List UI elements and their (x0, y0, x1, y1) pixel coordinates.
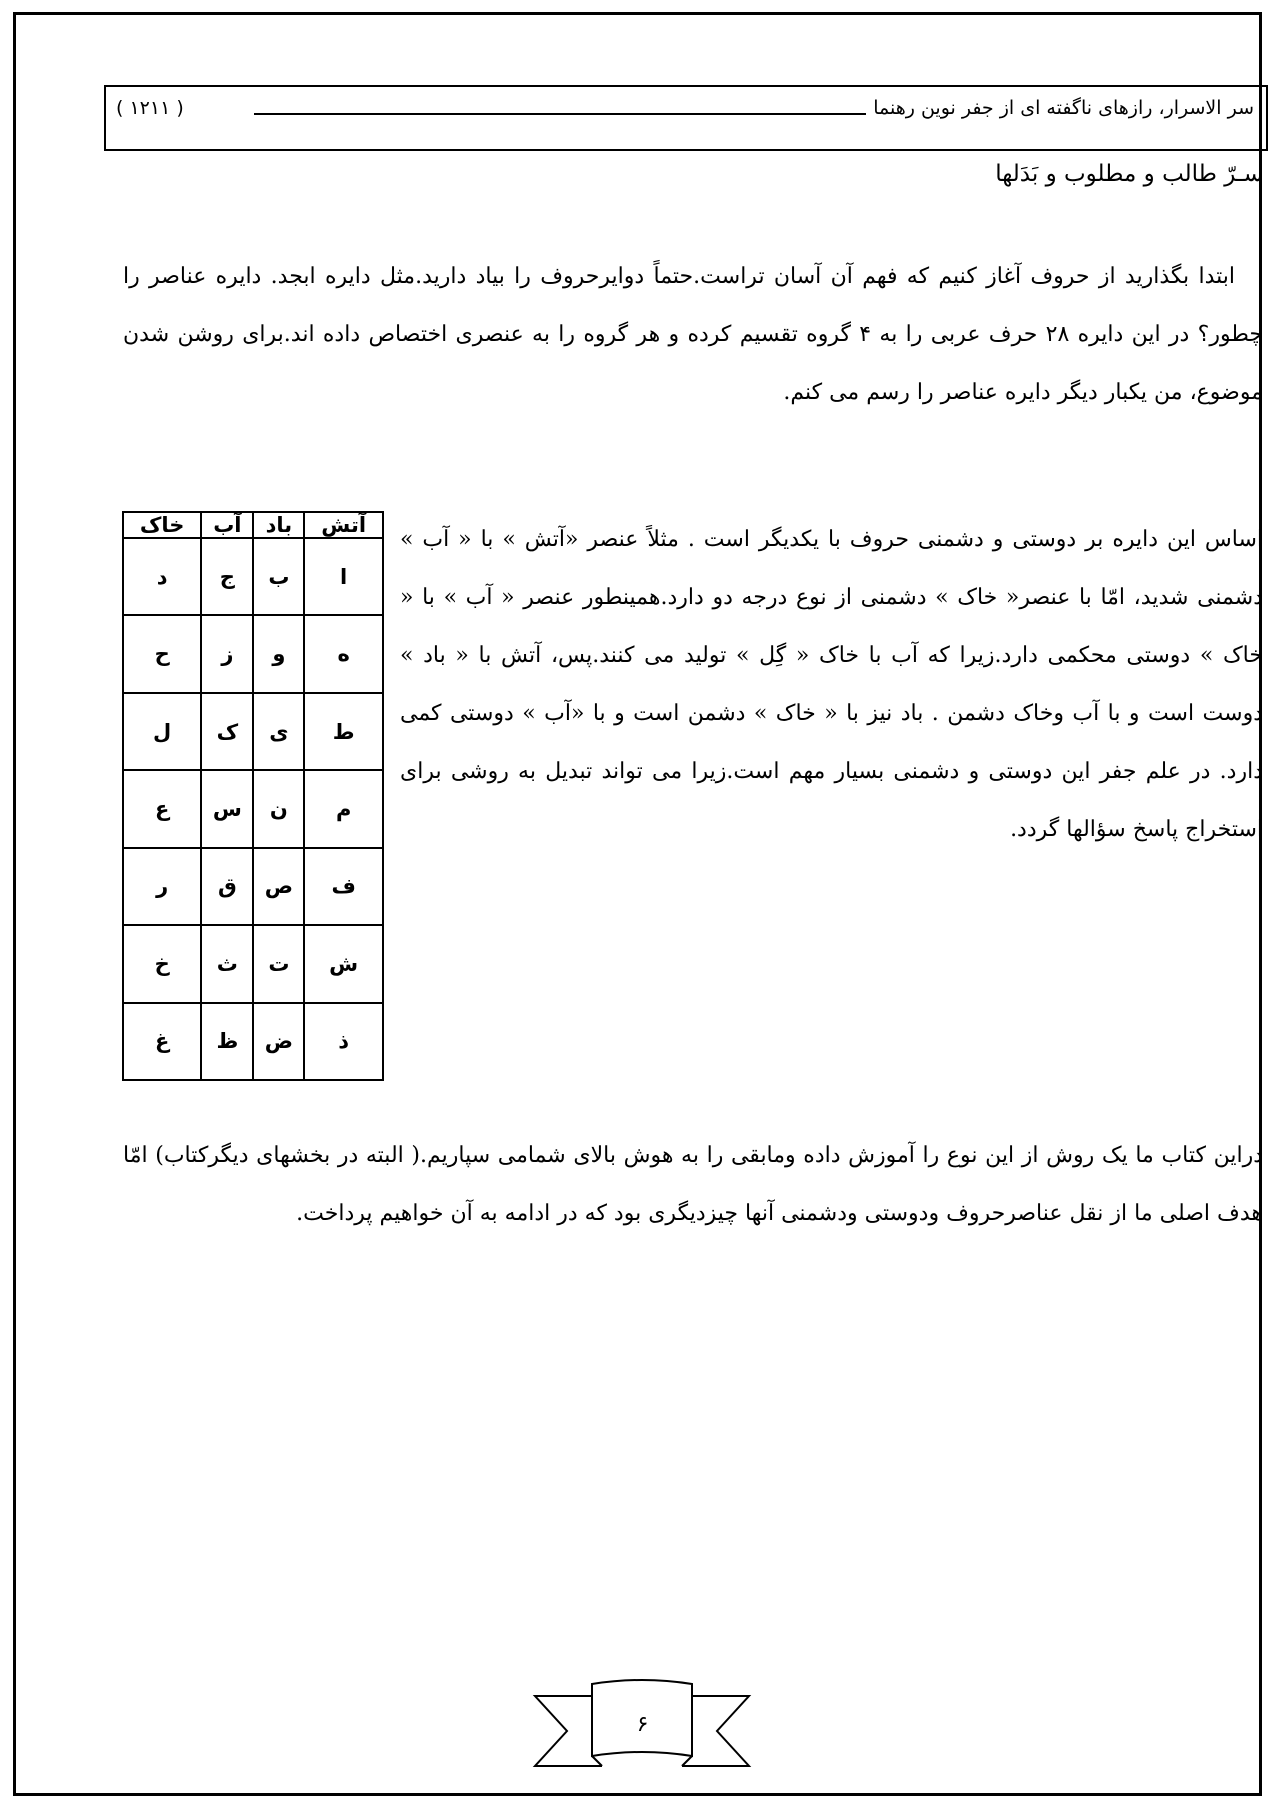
header-cell-air: باد (253, 512, 304, 538)
table-cell: ب (253, 538, 304, 615)
table-row (123, 848, 383, 925)
table-cell: ع (123, 770, 201, 847)
table-cell: و (253, 615, 304, 692)
table-cell: ت (253, 925, 304, 1002)
table-cell: ص (253, 848, 304, 925)
table-cell: ث (201, 925, 253, 1002)
book-title: سر الاسرار، رازهای ناگفته ای از جفر نوین رهنما (873, 97, 1254, 119)
table-cell: ک (201, 693, 253, 770)
table-cell: ق (201, 848, 253, 925)
header-cell-water: آب (201, 512, 253, 538)
table-cell: ح (123, 615, 201, 692)
header-rule (254, 113, 866, 115)
table-cell: ذ (304, 1003, 383, 1080)
section-title: سـرّ طالب و مطلوب و بَدَلها (995, 161, 1263, 187)
header-page-reference: ( ۱۲۱۱ ) (116, 97, 184, 119)
table-cell: د (123, 538, 201, 615)
table-cell: ل (123, 693, 201, 770)
table-row (123, 925, 383, 1002)
table-cell: ن (253, 770, 304, 847)
paragraph-intro: ابتدا بگذارید از حروف آغاز کنیم که فهم آن آسان تراست.حتماً دوایرحروف را بیاد دارید.مثل دایره ابجد. دایره عناصر را چطور؟ در این دایره ۲۸ حرف عربی را به ۴ گروه تقسیم کرده و هر گروه را به عنصری اختصاص داده اند.برای روشن شدن موضوع، من یکبار دیگر دایره عناصر را رسم می کنم. (123, 264, 1263, 405)
table-cell: ط (304, 693, 383, 770)
elements-table (122, 511, 384, 1081)
table-cell: ض (253, 1003, 304, 1080)
paragraph-friendship-enmity: اساس این دایره بر دوستی و دشمنی حروف با یکدیگر است . مثلاً عنصر «آتش » با « آب » دشمنی شدید، امّا با عنصر« خاک » دشمنی از نوع درجه دو دارد.همینطور عنصر « آب » با « خاک » دوستی محکمی دارد.زیرا که آب با خاک « گِل » تولید می کنند.پس، آتش با « باد » دوست است و با آب وخاک دشمن . باد نیز با « خاک » دشمن است و با «آب » دوستی کمی دارد. در علم جفر این دوستی و دشمنی بسیار مهم است.زیرا می تواند تبدیل به روشی برای استخراج پاسخ سؤالها گردد. (400, 527, 1263, 842)
table-cell: غ (123, 1003, 201, 1080)
paragraph-method: دراین کتاب ما یک روش از این نوع را آموزش داده ومابقی را به هوش بالای شمامی سپاریم.( البته در بخشهای دیگرکتاب) امّا هدف اصلی ما از نقل عناصرحروف ودوستی ودشمنی آنها چیزدیگری بود که در ادامه به آن خواهیم پرداخت. (123, 1143, 1263, 1226)
table-header-row (123, 512, 383, 538)
table-row (123, 538, 383, 615)
table-cell: ز (201, 615, 253, 692)
table-cell: ف (304, 848, 383, 925)
table-cell: ا (304, 538, 383, 615)
table-cell: ظ (201, 1003, 253, 1080)
table-cell: س (201, 770, 253, 847)
header-cell-earth: خاک (123, 512, 201, 538)
table-cell: م (304, 770, 383, 847)
header-cell-fire: آتش (304, 512, 383, 538)
running-header (104, 85, 1268, 151)
table-row (123, 1003, 383, 1080)
table-row (123, 770, 383, 847)
table-cell: ش (304, 925, 383, 1002)
table-row (123, 615, 383, 692)
table-cell: ه (304, 615, 383, 692)
table-cell: ج (201, 538, 253, 615)
page-number: ۶ (636, 1712, 649, 1737)
table-cell: ر (123, 848, 201, 925)
table-cell: خ (123, 925, 201, 1002)
table-cell: ی (253, 693, 304, 770)
table-row (123, 693, 383, 770)
